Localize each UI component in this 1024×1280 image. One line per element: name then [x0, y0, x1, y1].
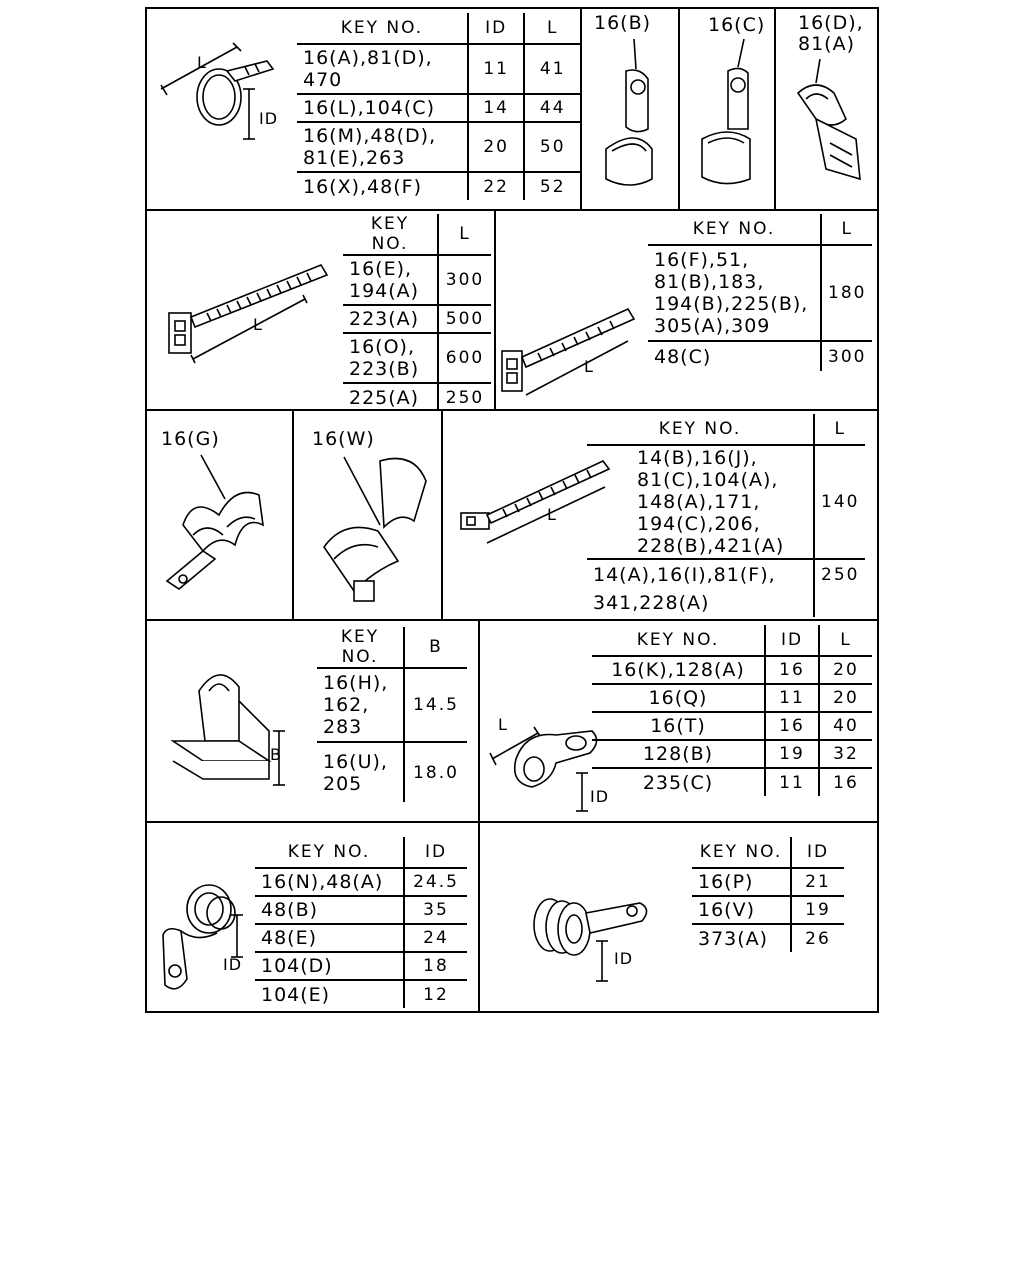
table-row: [587, 445, 865, 559]
cable-tie-b-section: [496, 211, 879, 411]
l-cell: 20: [819, 656, 872, 684]
table-row: [343, 383, 491, 411]
col-key-no: KEY NO.: [587, 414, 814, 445]
id-cell: 20: [468, 122, 525, 172]
key-no-cell: 16(F),51, 81(B),183, 194(B),225(B), 305(A),309: [654, 249, 809, 337]
col-l: L: [819, 625, 872, 656]
id-cell: 14: [468, 94, 525, 122]
col-key-no: KEY NO.: [255, 837, 404, 868]
id-cell: 16: [765, 712, 819, 740]
l-cell: 32: [819, 740, 872, 768]
clip-16g-illustration: [163, 455, 273, 595]
table-row: [255, 980, 467, 1008]
key-no-cell: 16(A),81(D), 470: [303, 47, 433, 91]
table-row: [343, 255, 491, 305]
clip-16w-section: [294, 411, 443, 621]
table-row: [592, 768, 872, 796]
cable-tie-b-table: [648, 214, 872, 371]
col-id: ID: [765, 625, 819, 656]
l-cell: 50: [524, 122, 580, 172]
l-cell: 300: [821, 341, 872, 371]
id-cell: 26: [791, 924, 844, 952]
p-clamp-table: [592, 625, 872, 796]
l-cell: 44: [524, 94, 580, 122]
dim-id-label: ID: [590, 787, 610, 806]
id-cell: 11: [765, 684, 819, 712]
l-cell: 600: [438, 333, 491, 383]
clip-16b-illustration: [596, 39, 666, 199]
l-cell: 41: [524, 44, 580, 94]
key-no-cell: 16(T): [592, 712, 765, 740]
l-cell: 250: [814, 559, 865, 617]
id-cell: 24: [404, 924, 467, 952]
part-label: 16(W): [312, 428, 375, 450]
col-l: L: [821, 214, 872, 245]
table-row: [317, 742, 467, 802]
key-no-cell: 16(M),48(D), 81(E),263: [297, 122, 468, 172]
l-cell: 16: [819, 768, 872, 796]
dim-id-label: ID: [259, 109, 279, 128]
key-no-cell: 223(A): [343, 305, 438, 333]
cable-tie-a-illustration: [165, 261, 335, 371]
col-key-no: KEY NO.: [317, 627, 404, 668]
cable-tie-a-section: [147, 211, 496, 411]
table-row: [648, 341, 872, 371]
l-cell: 180: [821, 245, 872, 341]
loop-clamp-illustration: [157, 875, 267, 995]
key-no-cell: 104(D): [255, 952, 404, 980]
part-label: 16(B): [594, 12, 652, 34]
col-key-no: KEY NO.: [648, 214, 821, 245]
table-row: [592, 656, 872, 684]
clip-16w-illustration: [314, 451, 434, 611]
loop-clamp-section: [147, 823, 480, 1013]
cable-tie-a-table: [343, 214, 491, 411]
key-no-cell: 235(C): [592, 768, 765, 796]
clip-16c-illustration: [694, 39, 764, 199]
parts-sheet: [145, 7, 879, 1013]
id-cell: 19: [765, 740, 819, 768]
grommet-clamp-illustration: [530, 885, 660, 985]
key-no-cell: 48(E): [255, 924, 404, 952]
key-no-cell: 16(V): [692, 896, 791, 924]
b-cell: 14.5: [404, 668, 467, 742]
id-cell: 18: [404, 952, 467, 980]
col-key-no: KEY NO.: [343, 214, 438, 255]
dim-l-label: L: [498, 715, 508, 734]
id-cell: 35: [404, 896, 467, 924]
table-row: [648, 245, 872, 341]
table-row: [255, 924, 467, 952]
key-no-cell: 16(K),128(A): [611, 659, 745, 681]
key-no-cell: 373(A): [692, 924, 791, 952]
band-clamp-illustration: [157, 39, 297, 149]
table-row: [592, 684, 872, 712]
part-label: 16(G): [161, 428, 220, 450]
key-no-cell: 128(B): [592, 740, 765, 768]
table-row: [343, 305, 491, 333]
l-cell: 250: [438, 383, 491, 411]
table-row: [255, 896, 467, 924]
table-row: [343, 333, 491, 383]
key-no-cell: 16(N),48(A): [261, 871, 384, 893]
l-cell: 52: [524, 172, 580, 200]
key-no-cell: 16(P): [698, 871, 754, 893]
table-row: [592, 712, 872, 740]
key-no-cell: 16(L),104(C): [297, 94, 468, 122]
part-label: 16(C): [708, 14, 766, 36]
cable-tie-c-section: [443, 411, 879, 621]
table-row: [255, 952, 467, 980]
col-id: ID: [404, 837, 467, 868]
p-clamp-section: [480, 621, 879, 823]
col-l: L: [524, 13, 580, 44]
col-key-no: KEY NO.: [297, 13, 468, 44]
id-cell: 16: [765, 656, 819, 684]
col-b: B: [404, 627, 467, 668]
dim-id-label: ID: [223, 955, 243, 974]
col-l: L: [814, 414, 865, 445]
key-no-cell: 16(E), 194(A): [349, 258, 420, 302]
table-row: [297, 44, 580, 94]
key-no-cell: 48(C): [648, 341, 821, 371]
edge-clip-section: [147, 621, 480, 823]
loop-clamp-table: [255, 837, 467, 1008]
table-row: [692, 868, 844, 896]
table-row: [255, 868, 467, 896]
table-row: [297, 94, 580, 122]
key-no-cell: 48(B): [255, 896, 404, 924]
clip-16d-illustration: [786, 59, 876, 199]
part-label: 16(D), 81(A): [798, 12, 864, 55]
cable-tie-b-illustration: [498, 305, 648, 405]
l-cell: 40: [819, 712, 872, 740]
clip-16g-section: [147, 411, 294, 621]
key-no-cell: 225(A): [343, 383, 438, 411]
col-key-no: KEY NO.: [592, 625, 765, 656]
clip-16c-section: [680, 9, 776, 211]
band-clamp-section: [147, 9, 582, 211]
dim-b-label: B: [270, 745, 282, 764]
dim-l-label: L: [197, 53, 207, 72]
key-no-cell: 14(A),16(I),81(F), 341,228(A): [587, 559, 814, 617]
id-cell: 12: [404, 980, 467, 1008]
b-cell: 18.0: [404, 742, 467, 802]
table-row: [297, 122, 580, 172]
clip-16d-section: [776, 9, 879, 211]
key-no-cell: 16(H), 162, 283: [323, 672, 389, 738]
dim-l-label: L: [584, 357, 594, 376]
table-row: [692, 896, 844, 924]
key-no-cell: 16(U), 205: [317, 742, 404, 802]
id-cell: 22: [468, 172, 525, 200]
id-cell: 21: [791, 868, 844, 896]
grommet-clamp-table: [692, 837, 844, 952]
col-l: L: [438, 214, 491, 255]
dim-l-label: L: [253, 315, 263, 334]
edge-clip-table: [317, 627, 467, 802]
col-id: ID: [468, 13, 525, 44]
key-no-cell: 16(X),48(F): [297, 172, 468, 200]
table-row: [692, 924, 844, 952]
l-cell: 140: [814, 445, 865, 559]
cable-tie-c-table: [587, 414, 865, 617]
key-no-cell: 16(O), 223(B): [343, 333, 438, 383]
key-no-cell: 16(Q): [592, 684, 765, 712]
id-cell: 19: [791, 896, 844, 924]
dim-id-label: ID: [614, 949, 634, 968]
band-clamp-table: [297, 13, 580, 200]
l-cell: 500: [438, 305, 491, 333]
id-cell: 11: [765, 768, 819, 796]
l-cell: 20: [819, 684, 872, 712]
id-cell: 11: [468, 44, 525, 94]
key-no-cell: 14(B),16(J), 81(C),104(A), 148(A),171, 194(C),206, 228(B),421(A): [637, 447, 785, 557]
edge-clip-illustration: [169, 661, 289, 801]
col-id: ID: [791, 837, 844, 868]
dim-l-label: L: [547, 505, 557, 524]
table-row: [592, 740, 872, 768]
key-no-cell: 104(E): [255, 980, 404, 1008]
col-key-no: KEY NO.: [692, 837, 791, 868]
table-row: [297, 172, 580, 200]
id-cell: 24.5: [404, 868, 467, 896]
clip-16b-section: [582, 9, 680, 211]
table-row: [317, 668, 467, 742]
table-row: [587, 559, 865, 617]
grommet-clamp-section: [480, 823, 879, 1013]
l-cell: 300: [438, 255, 491, 305]
